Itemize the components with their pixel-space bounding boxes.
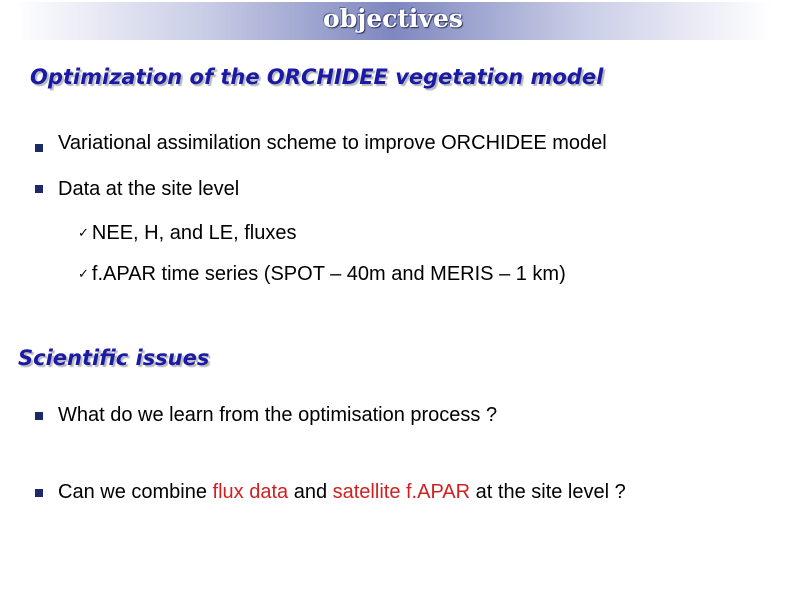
- bullet-text: What do we learn from the optimisation process ?: [58, 403, 498, 426]
- highlight-flux-data: flux data: [212, 480, 289, 503]
- square-bullet-icon: [35, 144, 43, 152]
- slide-title: objectives: [323, 4, 463, 33]
- checkmark-icon: ✓: [78, 266, 89, 282]
- sub-bullet-text: NEE, H, and LE, fluxes: [91, 221, 297, 244]
- sub-bullet-text: f.APAR time series (SPOT – 40m and MERIS – 1 km): [91, 262, 566, 285]
- square-bullet-icon: [35, 185, 43, 193]
- title-bar: [14, 2, 772, 40]
- text-part: Can we combine: [58, 480, 213, 503]
- text-part: at the site level ?: [470, 480, 626, 503]
- bullet-text-combine: [58, 478, 626, 506]
- checkmark-icon: ✓: [78, 225, 89, 241]
- sub-bullet: [78, 260, 566, 288]
- highlight-satellite-fapar: satellite f.APAR: [332, 480, 471, 503]
- square-bullet-icon: [35, 412, 43, 420]
- sub-bullet: [78, 219, 296, 247]
- text-part: and: [288, 480, 333, 503]
- section-heading-optimization: Optimization of the ORCHIDEE vegetation model: [30, 65, 604, 89]
- section-heading-scientific-issues: Scientific issues: [18, 346, 210, 370]
- bullet-text: Data at the site level: [58, 177, 240, 200]
- bullet-text: Variational assimilation scheme to improve ORCHIDEE model: [58, 131, 607, 154]
- square-bullet-icon: [35, 489, 43, 497]
